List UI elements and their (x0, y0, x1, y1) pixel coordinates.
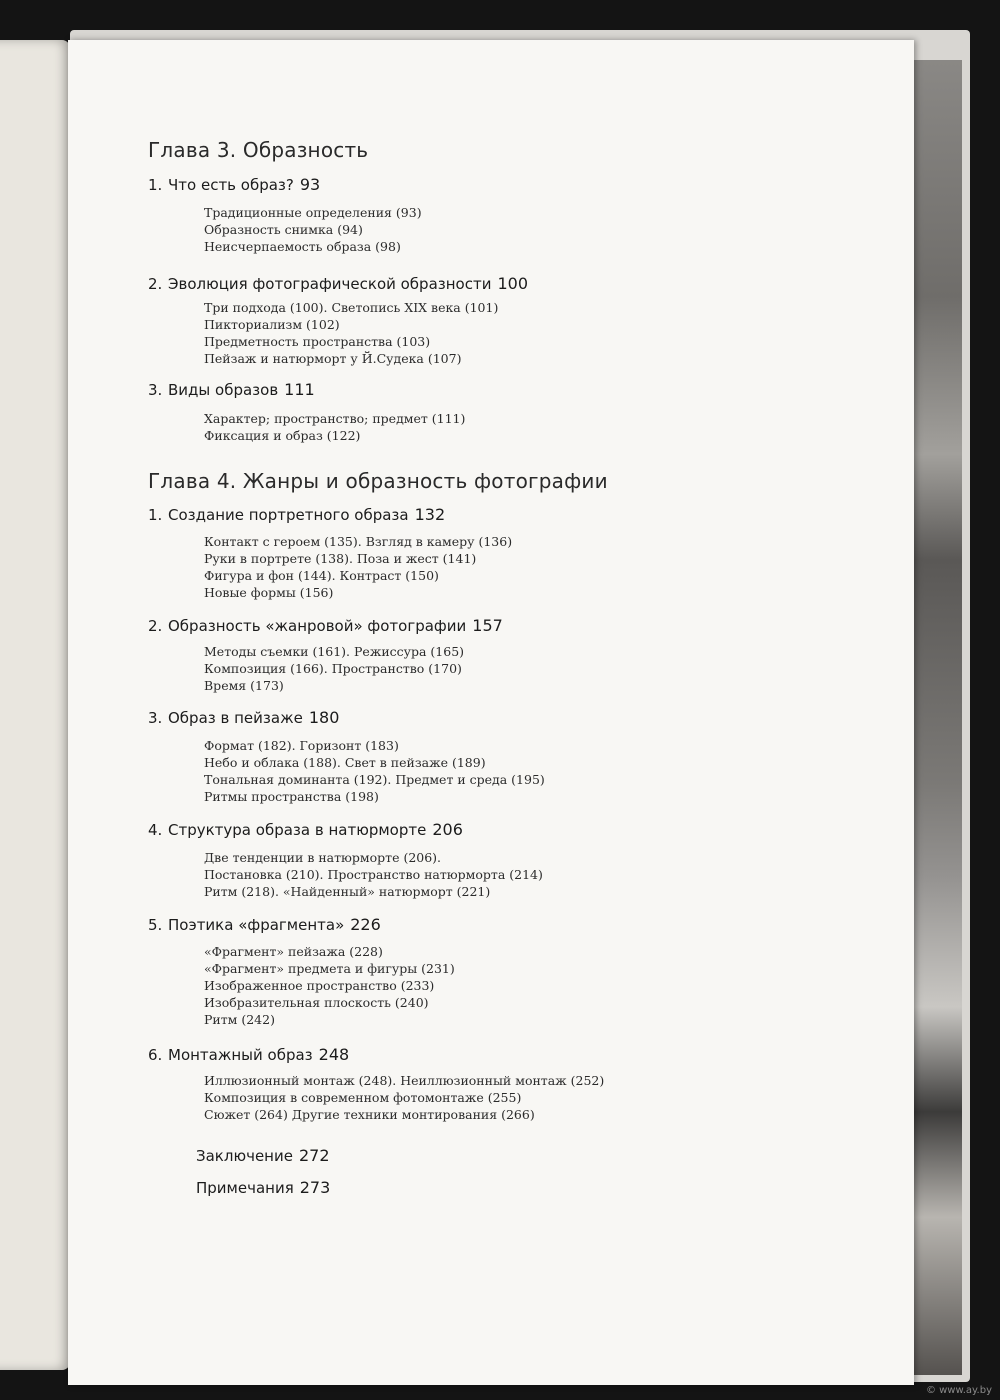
table-of-contents (68, 40, 914, 1385)
conclusion-title: Заключение (196, 1147, 293, 1165)
section-4-1 (148, 505, 445, 524)
section-number: 6. (148, 1046, 163, 1064)
subtopic: «Фрагмент» пейзажа (228) (204, 944, 383, 959)
section-page: 100 (497, 274, 529, 293)
section-page: 157 (472, 616, 503, 635)
section-page: 93 (299, 175, 321, 194)
section-4-4 (148, 820, 463, 839)
chapter-title: Глава 3. Образность (148, 138, 369, 162)
section-title: Виды образов (168, 381, 279, 399)
subtopic: Изображенное пространство (233) (204, 978, 435, 993)
section-3-1-subs (204, 204, 422, 255)
section-number: 3. (148, 709, 163, 727)
section-4-3-subs (204, 737, 545, 805)
subtopic: Предметность пространства (103) (204, 334, 431, 349)
notes-title: Примечания (196, 1179, 294, 1197)
chapter-4-heading (148, 469, 608, 493)
section-number: 1. (148, 506, 163, 524)
section-title: Монтажный образ (168, 1046, 313, 1064)
subtopic: Методы съемки (161). Режиссура (165) (204, 644, 465, 659)
section-number: 3. (148, 381, 163, 399)
section-3-2-subs (204, 299, 498, 367)
chapter-3-heading (148, 138, 368, 162)
section-4-1-subs (204, 533, 512, 601)
subtopic: Образность снимка (94) (204, 222, 363, 237)
section-number: 2. (148, 617, 163, 635)
section-title: Эволюция фотографической образности (168, 275, 492, 293)
subtopic: Две тенденции в натюрморте (206). (204, 850, 442, 865)
section-page: 248 (318, 1045, 350, 1064)
subtopic: Пикториализм (102) (204, 317, 340, 332)
section-4-2 (148, 616, 503, 635)
section-4-2-subs (204, 643, 464, 694)
section-title: Образность «жанровой» фотографии (168, 617, 467, 635)
section-3-2 (148, 274, 528, 293)
section-4-4-subs (204, 849, 543, 900)
section-3-3 (148, 380, 315, 399)
notes-entry (196, 1178, 330, 1197)
subtopic: Постановка (210). Пространство натюрморта (214) (204, 867, 543, 882)
subtopic: Иллюзионный монтаж (248). Неиллюзионный монтаж (252) (204, 1073, 605, 1088)
notes-page: 273 (299, 1178, 331, 1197)
subtopic: Три подхода (100). Светопись XIX века (101) (204, 300, 499, 315)
section-title: Создание портретного образа (168, 506, 409, 524)
conclusion-entry (196, 1146, 330, 1165)
section-page: 111 (284, 380, 315, 399)
section-3-1 (148, 175, 320, 194)
subtopic: Фиксация и образ (122) (204, 428, 361, 443)
book-page (68, 40, 914, 1385)
section-4-6 (148, 1045, 349, 1064)
subtopic: Формат (182). Горизонт (183) (204, 738, 399, 753)
subtopic: Неисчерпаемость образа (98) (204, 239, 401, 254)
section-page: 132 (414, 505, 446, 524)
section-4-3 (148, 708, 339, 727)
section-number: 4. (148, 821, 163, 839)
section-number: 5. (148, 916, 163, 934)
subtopic: Фигура и фон (144). Контраст (150) (204, 568, 439, 583)
chapter-title: Глава 4. Жанры и образность фотографии (148, 469, 608, 493)
subtopic: Ритмы пространства (198) (204, 789, 379, 804)
section-4-5-subs (204, 943, 455, 1028)
subtopic: Изобразительная плоскость (240) (204, 995, 429, 1010)
subtopic: Руки в портрете (138). Поза и жест (141) (204, 551, 477, 566)
subtopic: Пейзаж и натюрморт у Й.Судека (107) (204, 351, 462, 366)
subtopic: Композиция в современном фотомонтаже (255) (204, 1090, 522, 1105)
section-title: Что есть образ? (168, 176, 294, 194)
subtopic: Тональная доминанта (192). Предмет и среда (195) (204, 772, 545, 787)
subtopic: Контакт с героем (135). Взгляд в камеру (136) (204, 534, 513, 549)
section-4-6-subs (204, 1072, 604, 1123)
subtopic: Сюжет (264) Другие техники монтирования (266) (204, 1107, 535, 1122)
subtopic: Новые формы (156) (204, 585, 334, 600)
section-page: 180 (308, 708, 340, 727)
section-4-5 (148, 915, 381, 934)
section-number: 2. (148, 275, 163, 293)
section-title: Поэтика «фрагмента» (168, 916, 345, 934)
subtopic: Ритм (218). «Найденный» натюрморт (221) (204, 884, 491, 899)
left-page-edge (0, 40, 70, 1370)
subtopic: Небо и облака (188). Свет в пейзаже (189) (204, 755, 486, 770)
subtopic: Традиционные определения (93) (204, 205, 422, 220)
subtopic: Время (173) (204, 678, 284, 693)
section-page: 206 (432, 820, 463, 839)
section-page: 226 (350, 915, 381, 934)
subtopic: «Фрагмент» предмета и фигуры (231) (204, 961, 455, 976)
subtopic: Композиция (166). Пространство (170) (204, 661, 462, 676)
subtopic: Характер; пространство; предмет (111) (204, 411, 466, 426)
watermark: © www.ay.by (925, 1385, 992, 1396)
conclusion-page: 272 (298, 1146, 330, 1165)
section-3-3-subs (204, 410, 465, 444)
subtopic: Ритм (242) (204, 1012, 275, 1027)
section-title: Образ в пейзаже (168, 709, 303, 727)
section-number: 1. (148, 176, 163, 194)
section-title: Структура образа в натюрморте (168, 821, 427, 839)
